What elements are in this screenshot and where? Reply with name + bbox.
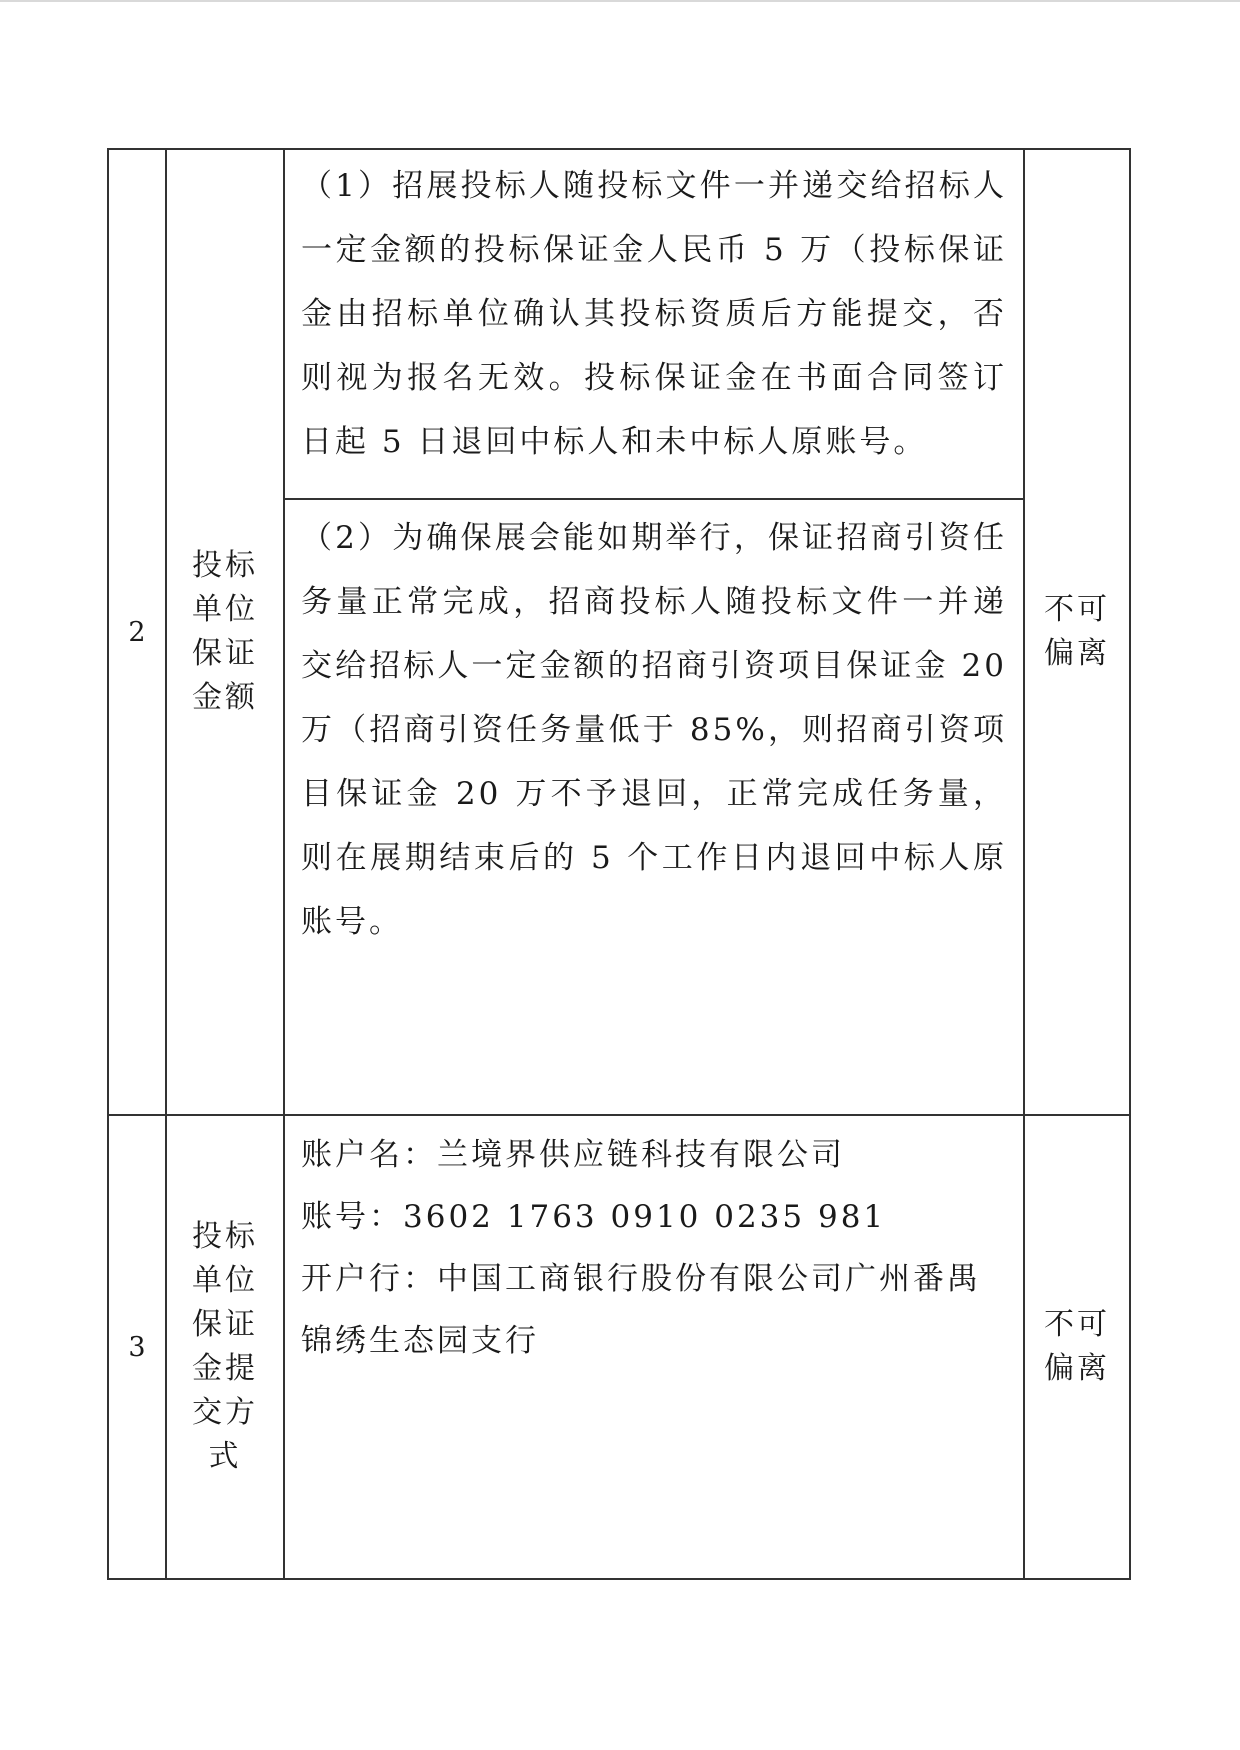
- bank-info: [285, 1116, 1023, 1578]
- account-name: 兰境界供应链科技有限公司: [437, 1137, 845, 1173]
- table-row: [108, 1115, 1130, 1579]
- row-number: 3: [108, 1115, 166, 1579]
- content-cell: [284, 149, 1024, 1115]
- paragraph-bid-deposit: （1）招展投标人随投标文件一并递交给招标人一定金额的投标保证金人民币 5 万（投标保证金由招标单位确认其投标资质后方能提交，否则视为报名无效。投标保证金在书面合同签订日起 5 日退回中标人和未中标人原账号。: [301, 168, 1007, 460]
- content-part-2: [285, 500, 1023, 1114]
- page-top-edge: [0, 0, 1240, 2]
- table-row: [108, 149, 1130, 1115]
- item-label-cell: [166, 1115, 284, 1579]
- deviation-text: 不可偏离: [1044, 592, 1110, 671]
- item-label: 投标单位保证金额: [192, 548, 258, 715]
- item-label-cell: [166, 149, 284, 1115]
- deviation-cell: [1024, 149, 1130, 1115]
- account-name-line: [301, 1124, 1007, 1186]
- account-number-label: 账号：: [301, 1199, 403, 1235]
- bank-label: 开户行：: [301, 1261, 437, 1297]
- content-cell: [284, 1115, 1024, 1579]
- bank-name: 中国工商银行股份有限公司广州番禺锦绣生态园支行: [301, 1261, 981, 1359]
- account-number-line: [301, 1186, 1007, 1248]
- paragraph-investment-deposit: （2）为确保展会能如期举行，保证招商引资任务量正常完成，招商投标人随投标文件一并递交给招标人一定金额的招商引资项目保证金 20 万（招商引资任务量低于 85%，则招商引资项目保证金 20 万不予退回，正常完成任务量，则在展期结束后的 5 个工作日内退回中标人原账号。: [301, 520, 1007, 940]
- bank-line: [301, 1248, 1007, 1372]
- content-part-1: [285, 150, 1023, 500]
- deviation-cell: [1024, 1115, 1130, 1579]
- deviation-text: 不可偏离: [1044, 1307, 1110, 1386]
- account-number: 3602 1763 0910 0235 981: [403, 1199, 887, 1235]
- row-number: 2: [108, 149, 166, 1115]
- account-name-label: 账户名：: [301, 1137, 437, 1173]
- deviation-table: [107, 148, 1131, 1580]
- item-label: 投标单位保证金提交方式: [192, 1219, 258, 1474]
